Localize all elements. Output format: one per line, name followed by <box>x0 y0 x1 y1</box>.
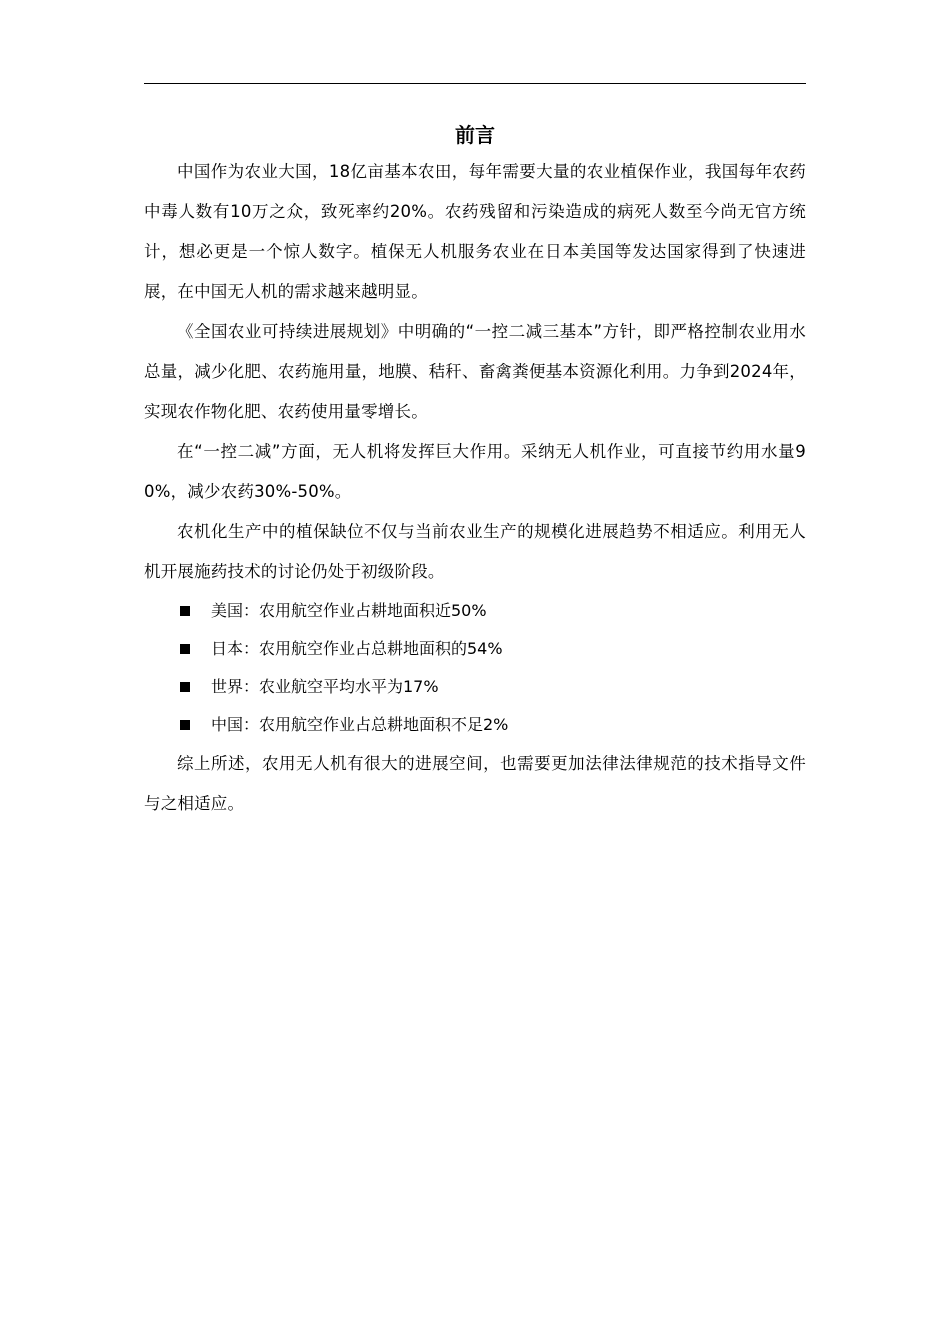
paragraph-3: 在“一控二减”方面，无人机将发挥巨大作用。采纳无人机作业，可直接节约用水量90%，减少农药30%-50%。 <box>144 442 806 501</box>
square-bullet-icon <box>180 644 190 654</box>
header-rule <box>144 83 806 84</box>
paragraph-4: 农机化生产中的植保缺位不仅与当前农业生产的规模化进展趋势不相适应。利用无人机开展施药技术的讨论仍处于初级阶段。 <box>144 522 806 581</box>
list-item <box>144 706 806 744</box>
list-item <box>144 668 806 706</box>
list-item-text: 中国：农用航空作业占总耕地面积不足2% <box>211 715 509 734</box>
square-bullet-icon <box>180 720 190 730</box>
list-item <box>144 630 806 668</box>
list-item-text: 世界：农业航空平均水平为17% <box>211 677 439 696</box>
list-item-text: 日本：农用航空作业占总耕地面积的54% <box>211 639 503 658</box>
paragraph-2: 《全国农业可持续进展规划》中明确的“一控二减三基本”方针，即严格控制农业用水总量，减少化肥、农药施用量，地膜、秸秆、畜禽粪便基本资源化利用。力争到2024年，实现农作物化肥、农药使用量零增长。 <box>144 322 806 421</box>
list-item-text: 美国：农用航空作业占耕地面积近50% <box>211 601 487 620</box>
statistics-list <box>144 592 806 744</box>
paragraph-1: 中国作为农业大国，18亿亩基本农田，每年需要大量的农业植保作业，我国每年农药中毒人数有10万之众，致死率约20%。农药残留和污染造成的病死人数至今尚无官方统计，想必更是一个惊人数字。植保无人机服务农业在日本美国等发达国家得到了快速进展，在中国无人机的需求越来越明显。 <box>144 162 806 301</box>
square-bullet-icon <box>180 606 190 616</box>
page-title: 前言 <box>455 123 495 147</box>
document-body <box>144 118 806 824</box>
square-bullet-icon <box>180 682 190 692</box>
closing-paragraph: 综上所述，农用无人机有很大的进展空间，也需要更加法律法律规范的技术指导文件与之相适应。 <box>144 754 806 813</box>
list-item <box>144 592 806 630</box>
